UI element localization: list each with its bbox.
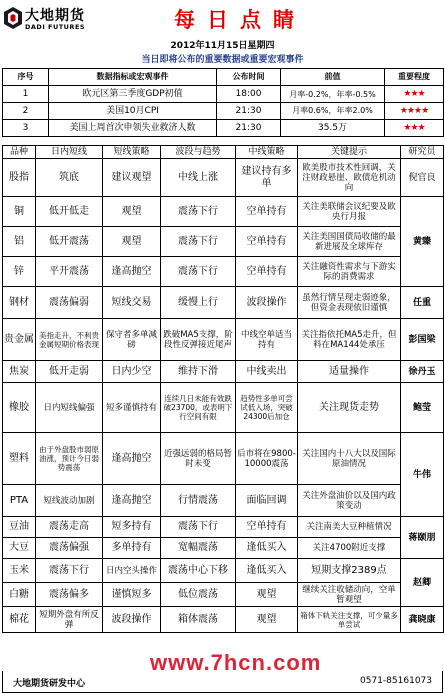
variety-name: 铝 [3,227,36,257]
macro-time: 21:30 [217,103,281,120]
header-intraday: 日内短线 [36,146,103,159]
intraday-view: 震荡偏弱 [36,287,103,319]
intraday-view: 震荡偏强 [36,538,103,559]
variety-name: 贵金属 [3,319,36,361]
mid-strategy: 面临回调 [236,485,298,517]
macro-time: 21:30 [217,120,281,137]
page-header [0,0,445,38]
footer-phone: 0571-85161073 [360,676,432,686]
report-date: 2012年11月15日星期四 [170,41,275,51]
key-tip: 关注4700附近支撑 [298,538,401,559]
commodity-row [3,559,444,583]
researcher: 鲍莹 [401,383,444,433]
macro-no: 2 [3,103,49,120]
key-tip: 关注南美大豆种植情况 [298,517,401,538]
short-strategy: 逢高抛空 [103,257,161,287]
commodity-row [3,383,444,433]
key-tip: 关注外盘油价以及国内政策变动 [298,485,401,517]
intraday-view: 美指走升，不利贵金属短期价格表现 [36,319,103,361]
macro-header-row [3,69,444,86]
key-tip: 虽然行情呈现走弱迹象，但资金表现依旧谨慎 [298,287,401,319]
trend-view: 缓慢上行 [161,287,236,319]
site-watermark: www.7hcn.com [150,650,322,675]
short-strategy: 逢高抛空 [103,433,161,485]
researcher: 黄臻 [401,197,444,287]
trend-view: 低位震荡 [161,583,236,607]
commodity-row [3,485,444,517]
mid-strategy: 中线卖出 [236,361,298,383]
mid-strategy: 后市将在9800-10000震荡 [236,433,298,485]
commodity-row [3,319,444,361]
intraday-view: 低开走弱 [36,361,103,383]
key-tip: 关注现货走势 [298,383,401,433]
intraday-view: 震荡偏多 [36,583,103,607]
commodity-row [3,227,444,257]
commodity-row [3,583,444,607]
key-tip: 关注美国国债局收储的最新进展及全球库存 [298,227,401,257]
short-strategy: 谨慎短多 [103,583,161,607]
key-tip: 箱体下轨关注支撑，可少量多单尝试 [298,607,401,633]
commodity-row [3,517,444,538]
mid-strategy: 趋势性多单可尝试低入场，突破24300后加仓 [236,383,298,433]
short-strategy: 建议观望 [103,159,161,197]
macro-row [3,103,444,120]
variety-name: 铜 [3,197,36,227]
commodity-strategy-table [2,145,444,633]
footer-org: 大地期货研发中心 [13,679,86,689]
researcher: 倪官良 [401,159,444,197]
key-tip: 关注指依托MA5走升，但料在MA144处承压 [298,319,401,361]
macro-header-time: 公布时间 [217,69,281,86]
intraday-view: 震荡走高 [36,517,103,538]
mid-strategy: 逢低买入 [236,538,298,559]
mid-strategy: 空单持有 [236,227,298,257]
commodity-row [3,287,444,319]
trend-view: 箱体震荡 [161,607,236,633]
header-key-tip: 关键提示 [298,146,401,159]
key-tip: 欧美股市技术性回调，关注财政悬崖、欧债危机动向 [298,159,401,197]
short-strategy: 观望 [103,197,161,227]
trend-view: 行情震荡 [161,485,236,517]
key-tip: 关注美联储会议纪要及欧央行月报 [298,197,401,227]
intraday-view: 日内短线偏强 [36,383,103,433]
mid-strategy: 观望 [236,607,298,633]
importance-stars: ★★★ [385,120,444,137]
header-researcher: 研究员 [401,146,444,159]
company-logo [3,4,108,34]
macro-header-importance: 重要程度 [385,69,444,86]
page-title: 每日点睛 [174,8,306,32]
intraday-view: 短线波动加剧 [36,485,103,517]
variety-name: 玉米 [3,559,36,583]
variety-name: 焦炭 [3,361,36,383]
key-tip: 关注国内十八大以及国际原油情况 [298,433,401,485]
variety-name: 塑料 [3,433,36,485]
commodity-row [3,197,444,227]
short-strategy: 观望 [103,227,161,257]
variety-name: 大豆 [3,538,36,559]
importance-stars: ★★★ [385,86,444,103]
mid-strategy: 观望 [236,583,298,607]
intraday-view: 低开震荡 [36,227,103,257]
researcher: 赵卿 [401,559,444,607]
intraday-view: 筑底 [36,159,103,197]
header-short-strategy: 短线策略 [103,146,161,159]
trend-view: 宽幅震荡 [161,538,236,559]
importance-stars: ★★★★ [385,103,444,120]
macro-event: 美国10月CPI [49,103,217,120]
trend-view: 震荡下行 [161,257,236,287]
short-strategy: 短线交易 [103,287,161,319]
trend-view: 震荡中心下移 [161,559,236,583]
commodity-row [3,538,444,559]
mid-strategy: 空单持有 [236,257,298,287]
trend-view: 维持下滑 [161,361,236,383]
variety-name: 豆油 [3,517,36,538]
intraday-view: 低开低走 [36,197,103,227]
trend-view: 近强远弱的格局暂时未变 [161,433,236,485]
variety-name: PTA [3,485,36,517]
short-strategy: 保守者多单减磅 [103,319,161,361]
mid-strategy: 逢低买入 [236,559,298,583]
mid-strategy: 空单持有 [236,517,298,538]
commodity-row [3,159,444,197]
header-trend: 波段与趋势 [161,146,236,159]
trend-view: 中线上涨 [161,159,236,197]
mid-strategy: 建议持有多单 [236,159,298,197]
logo-en-text: DADI FUTURES [25,23,86,31]
trend-view: 震荡下行 [161,227,236,257]
macro-events-table [2,68,444,137]
key-tip: 关注融资性需求与下游实际的消费需求 [298,257,401,287]
short-strategy: 多单持有 [103,538,161,559]
short-strategy: 日内少空 [103,361,161,383]
logo-cn-text: 大地期货 [25,8,85,24]
macro-event: 美国上周首次申领失业救济人数 [49,120,217,137]
trend-view: 震荡下行 [161,197,236,227]
variety-name: 锌 [3,257,36,287]
variety-name: 棉花 [3,607,36,633]
macro-event: 欧元区第三季度GDP初值 [49,86,217,103]
variety-name: 股指 [3,159,36,197]
researcher: 牛伟 [401,433,444,517]
strategy-header-row [3,146,444,159]
header-mid-strategy: 中线策略 [236,146,298,159]
researcher: 彭国梁 [401,319,444,361]
mid-strategy: 波段操作 [236,287,298,319]
key-tip: 短期支撑2389点 [298,559,401,583]
intraday-view: 震荡下行 [36,559,103,583]
intraday-view: 短期外盘有所反弹 [36,607,103,633]
logo-icon [3,6,23,30]
macro-header-no: 序号 [3,69,49,86]
header-variety: 品种 [3,146,36,159]
macro-prev: 月率-0.2%，年率-0.5% [281,86,385,103]
macro-row [3,86,444,103]
macro-prev: 月率0.6%，年率2.0% [281,103,385,120]
variety-name: 钢材 [3,287,36,319]
key-tip: 继续关注收储动向，空单暂观望 [298,583,401,607]
short-strategy: 日内空头操作 [103,559,161,583]
trend-view: 跌破MA5支撑，阶段性反弹接近尾声 [161,319,236,361]
trend-view: 震荡下行 [161,517,236,538]
variety-name: 白糖 [3,583,36,607]
macro-subtitle: 当日即将公布的重要数据或重要宏观事件 [141,55,304,65]
commodity-row [3,257,444,287]
researcher: 蒋颐朋 [401,517,444,559]
researcher: 徐丹玉 [401,361,444,383]
variety-name: 橡胶 [3,383,36,433]
macro-no: 3 [3,120,49,137]
short-strategy: 短多持有 [103,517,161,538]
macro-prev: 35.5万 [281,120,385,137]
macro-no: 1 [3,86,49,103]
mid-strategy: 空单持有 [236,197,298,227]
commodity-row [3,607,444,633]
researcher: 任重 [401,287,444,319]
commodity-row [3,433,444,485]
short-strategy: 短多谨慎持有 [103,383,161,433]
short-strategy: 波段操作 [103,607,161,633]
researcher: 龚晓康 [401,607,444,633]
trend-view: 连续几日未能有效跌破23700，或表明下行空间有限 [161,383,236,433]
mid-strategy: 中线空单适当持有 [236,319,298,361]
intraday-view: 平开震荡 [36,257,103,287]
macro-header-prev: 前值 [281,69,385,86]
macro-time: 18:00 [217,86,281,103]
key-tip: 适量操作 [298,361,401,383]
macro-row [3,120,444,137]
macro-header-event: 数据指标或宏观事件 [49,69,217,86]
commodity-row [3,361,444,383]
short-strategy: 逢高抛空 [103,485,161,517]
intraday-view: 由于外盘股市弱原油涨，预计今日弱势震荡 [36,433,103,485]
